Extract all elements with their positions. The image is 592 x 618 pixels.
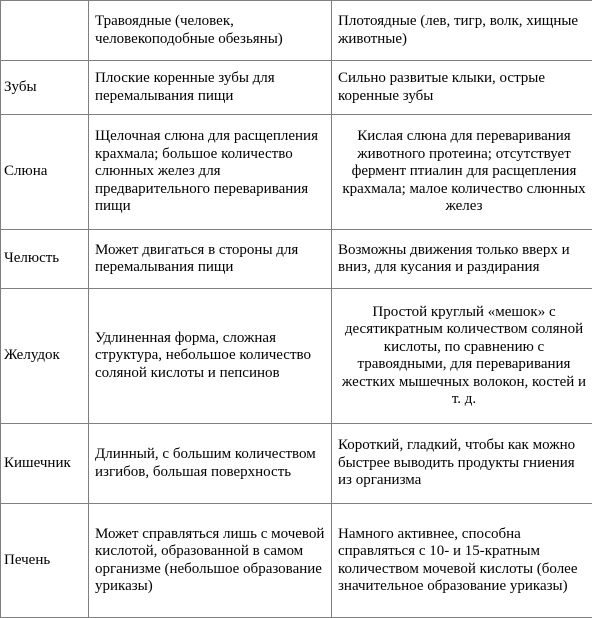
table-row-teeth bbox=[1, 61, 592, 115]
row-label-intestine: Кишечник bbox=[1, 424, 89, 504]
header-carnivores: Плотоядные (лев, тигр, волк, хищные животные) bbox=[332, 1, 592, 61]
row-label-liver: Печень bbox=[1, 504, 89, 618]
cell-herbivores-teeth: Плоские коренные зубы для перемалывания пищи bbox=[89, 61, 332, 115]
table-row-liver bbox=[1, 504, 592, 618]
cell-carnivores-liver: Намного активнее, способна справляться с 10- и 15-кратным количеством мочевой кислоты (более значительное образование уриказы) bbox=[332, 504, 592, 618]
row-label-jaw: Челюсть bbox=[1, 230, 89, 289]
row-label-stomach: Желудок bbox=[1, 289, 89, 424]
cell-carnivores-intestine: Короткий, гладкий, чтобы как можно быстрее выводить продукты гниения из организма bbox=[332, 424, 592, 504]
row-label-teeth: Зубы bbox=[1, 61, 89, 115]
table-row-intestine bbox=[1, 424, 592, 504]
cell-carnivores-teeth: Сильно развитые клыки, острые коренные зубы bbox=[332, 61, 592, 115]
cell-herbivores-liver: Может справляться лишь с мочевой кислотой, образованной в самом организме (небольшое образование уриказы) bbox=[89, 504, 332, 618]
cell-carnivores-saliva: Кислая слюна для переваривания животного протеина; отсутствует фермент птиалин для расщепления крахмала; малое количество слюнных желез bbox=[332, 115, 592, 230]
cell-herbivores-stomach: Удлиненная форма, сложная структура, небольшое количество соляной кислоты и пепсинов bbox=[89, 289, 332, 424]
table-row-jaw bbox=[1, 230, 592, 289]
row-label-saliva: Слюна bbox=[1, 115, 89, 230]
cell-herbivores-saliva: Щелочная слюна для расщепления крахмала; большое количество слюнных желез для предварительного переваривания пищи bbox=[89, 115, 332, 230]
header-empty-cell bbox=[1, 1, 89, 61]
table-row-stomach bbox=[1, 289, 592, 424]
cell-herbivores-intestine: Длинный, с большим количеством изгибов, большая поверхность bbox=[89, 424, 332, 504]
table-row-saliva bbox=[1, 115, 592, 230]
header-herbivores: Травоядные (человек, человекоподобные обезьяны) bbox=[89, 1, 332, 61]
cell-carnivores-stomach: Простой круглый «мешок» с десятикратным количеством соляной кислоты, по сравнению с травоядными, для переваривания жестких мышечных волокон, костей и т. д. bbox=[332, 289, 592, 424]
cell-carnivores-jaw: Возможны движения только вверх и вниз, для кусания и раздирания bbox=[332, 230, 592, 289]
header-row bbox=[1, 1, 592, 61]
cell-herbivores-jaw: Может двигаться в стороны для перемалывания пищи bbox=[89, 230, 332, 289]
